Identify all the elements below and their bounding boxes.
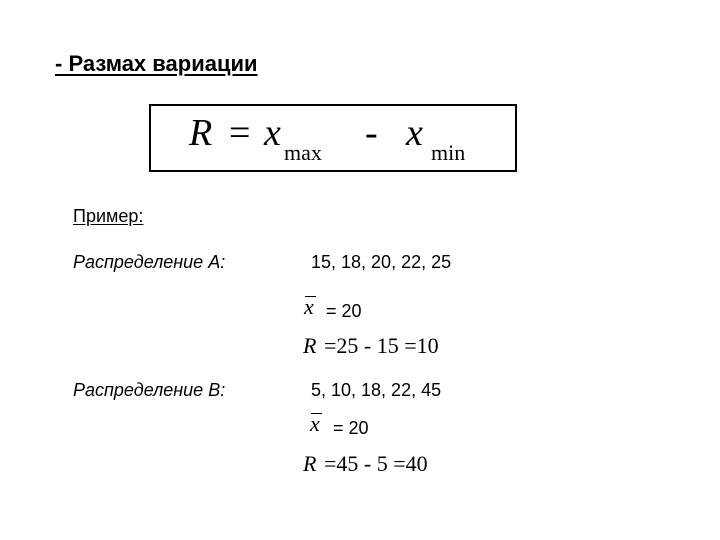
range-b-minus: - [363, 451, 372, 476]
range-a-eq1: = [323, 333, 337, 358]
mean-a-symbol: x [304, 294, 314, 319]
mean-a-value: = 20 [326, 301, 362, 321]
distribution-b-label: Распределение В: [73, 380, 226, 400]
formula-box [149, 104, 517, 172]
mean-b-symbol: x [310, 411, 320, 436]
range-b-result: 40 [405, 451, 428, 476]
range-b-eq2: = [393, 451, 406, 476]
distribution-a-values: 15, 18, 20, 22, 25 [311, 252, 452, 272]
formula-x-max: x [264, 112, 281, 154]
formula-r: R [189, 112, 213, 154]
mean-b-value: = 20 [333, 418, 369, 438]
formula-minus: - [365, 112, 378, 154]
range-a-r: R [303, 333, 317, 358]
range-b-eq1: = [323, 451, 337, 476]
formula-equals: = [229, 112, 251, 154]
formula-sub-min: min [431, 140, 466, 165]
range-a-b: 15 [376, 333, 399, 358]
range-b-r: R [303, 451, 317, 476]
range-b-a: 45 [336, 451, 359, 476]
range-a-a: 25 [336, 333, 359, 358]
range-a-eq2: = [404, 333, 417, 358]
page-title: - Размах вариации [55, 51, 258, 76]
range-a-formula [303, 333, 439, 359]
formula-sub-max: max [284, 140, 322, 165]
example-label: Пример: [73, 206, 144, 226]
range-b-b: 5 [376, 451, 388, 476]
distribution-b-values: 5, 10, 18, 22, 45 [311, 380, 442, 400]
range-b-formula [303, 451, 428, 477]
range-a-minus: - [363, 333, 372, 358]
formula-x-min: x [406, 112, 423, 154]
range-a-result: 10 [416, 333, 439, 358]
distribution-a-label: Распределение А: [73, 252, 226, 272]
